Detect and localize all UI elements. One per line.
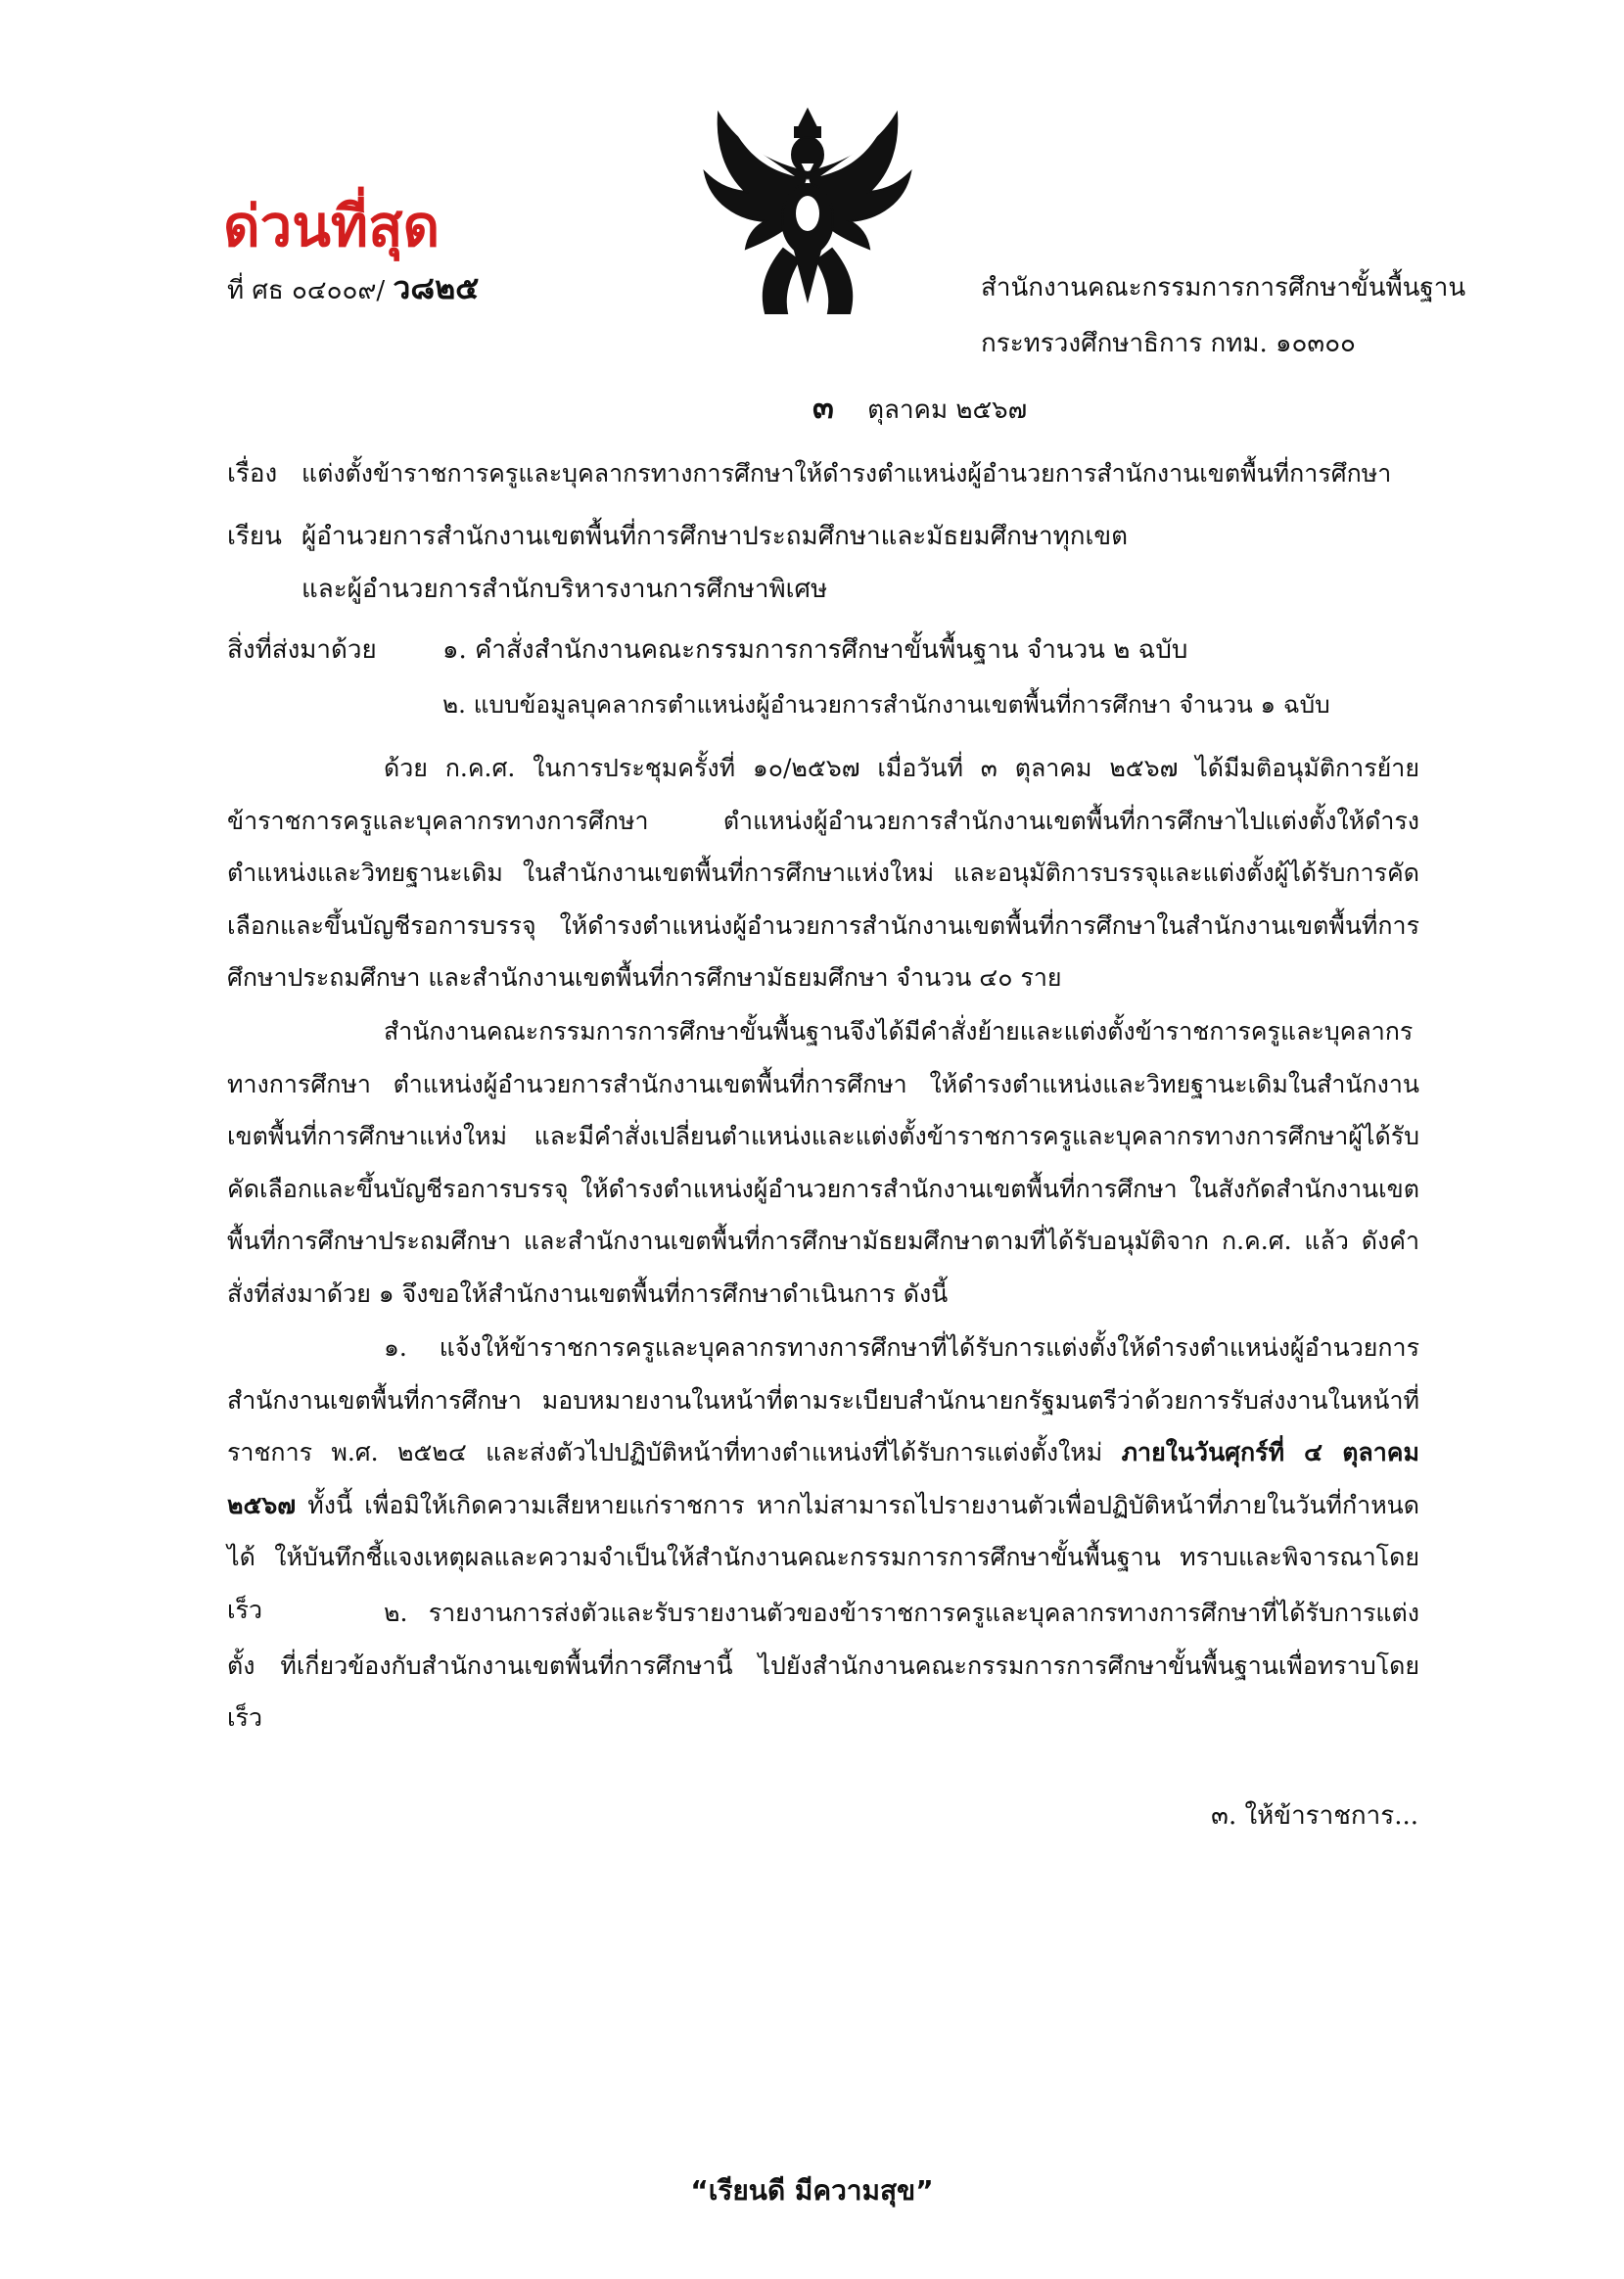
recipient-label: เรียน [227, 522, 282, 551]
recipient-line-1: ผู้อำนวยการสำนักงานเขตพื้นที่การศึกษาประถมศึกษาและมัธยมศึกษาทุกเขต [302, 522, 1129, 551]
body-paragraph-4: ๒. รายงานการส่งตัวและรับรายงานตัวของข้าราชการครูและบุคลากรทางการศึกษาที่ได้รับการแต่งตั้ง ที่เกี่ยวข้องกับสำนักงานเขตพื้นที่การศึกษานี้ ไปยังสำนักงานคณะกรรมการการศึกษาขั้นพื้นฐานเพื่อทราบโดยเร็ว [227, 1599, 1419, 1732]
body-paragraph-1: ด้วย ก.ค.ศ. ในการประชุมครั้งที่ ๑๐/๒๕๖๗ เมื่อวันที่ ๓ ตุลาคม ๒๕๖๗ ได้มีมติอนุมัติการย้ายข้าราชการครูและบุคลากรทางการศึกษา ตำแหน่งผู้อำนวยการสำนักงานเขตพื้นที่การศึกษาไปแต่งตั้งให้ดำรงตำแหน่งและวิทยฐานะเดิม ในสำนักงานเขตพื้นที่การศึกษาแห่งใหม่ และอนุมัติการบรรจุและแต่งตั้งผู้ได้รับการคัดเลือกและขึ้นบัญชีรอการบรรจุ ให้ดำรงตำแหน่งผู้อำนวยการสำนักงานเขตพื้นที่การศึกษาในสำนักงานเขตพื้นที่การศึกษาประถมศึกษา และสำนักงานเขตพื้นที่การศึกษามัธยมศึกษา จำนวน ๔๐ ราย [227, 754, 1419, 992]
date-month-year: ตุลาคม ๒๕๖๗ [867, 395, 1028, 425]
paragraph-3-text-b: ทั้งนี้ เพื่อมิให้เกิดความเสียหายแก่ราชการ หากไม่สามารถไปรายงานตัวเพื่อปฏิบัติหน้าที่ภายในวันที่กำหนดได้ ให้บันทึกชี้แจงเหตุผลและความจำเป็นให้สำนักงานคณะกรรมการการศึกษาขั้นพื้นฐาน ทราบและพิจารณาโดยเร็ว [227, 1490, 1419, 1624]
subject-label: เรื่อง [227, 459, 278, 488]
garuda-emblem-icon [697, 104, 918, 323]
urgency-stamp: ด่วนที่สุด [223, 193, 441, 259]
enclosure-item-2: ๒. แบบข้อมูลบุคลากรตำแหน่งผู้อำนวยการสำนักงานเขตพื้นที่การศึกษา จำนวน ๑ ฉบับ [442, 690, 1330, 719]
ministry-address: กระทรวงศึกษาธิการ กทม. ๑๐๓๐๐ [981, 329, 1356, 358]
reference-number [227, 270, 479, 308]
reference-handwritten-number: ว๘๒๕ [393, 269, 480, 306]
continued-marker: ๓. ให้ข้าราชการ... [1211, 1801, 1418, 1831]
date-day: ๓ [812, 389, 834, 426]
closing-slogan: “เรียนดี มีความสุข” [690, 2174, 934, 2207]
letter-date [812, 390, 1027, 428]
report-deadline: ภายในวันศุกร์ที่ ๔ ตุลาคม ๒๕๖๗ [227, 1438, 1419, 1519]
issuing-office: สำนักงานคณะกรรมการการศึกษาขั้นพื้นฐาน [981, 273, 1466, 302]
paragraph-3-text-a: ๑. แจ้งให้ข้าราชการครูและบุคลากรทางการศึกษาที่ได้รับการแต่งตั้งให้ดำรงตำแหน่งผู้อำนวยการสำนักงานเขตพื้นที่การศึกษา มอบหมายงานในหน้าที่ตามระเบียบสำนักนายกรัฐมนตรีว่าด้วยการรับส่งงานในหน้าที่ราชการ พ.ศ. ๒๕๒๔ และส่งตัวไปปฏิบัติหน้าที่ทางตำแหน่งที่ได้รับการแต่งตั้งใหม่ [227, 1333, 1419, 1466]
body-paragraph-2: สำนักงานคณะกรรมการการศึกษาขั้นพื้นฐานจึงได้มีคำสั่งย้ายและแต่งตั้งข้าราชการครูและบุคลากรทางการศึกษา ตำแหน่งผู้อำนวยการสำนักงานเขตพื้นที่การศึกษา ให้ดำรงตำแหน่งและวิทยฐานะเดิมในสำนักงานเขตพื้นที่การศึกษาแห่งใหม่ และมีคำสั่งเปลี่ยนตำแหน่งและแต่งตั้งข้าราชการครูและบุคลากรทางการศึกษาผู้ได้รับคัดเลือกและขึ้นบัญชีรอการบรรจุ ให้ดำรงตำแหน่งผู้อำนวยการสำนักงานเขตพื้นที่การศึกษา ในสังกัดสำนักงานเขตพื้นที่การศึกษาประถมศึกษา และสำนักงานเขตพื้นที่การศึกษามัธยมศึกษาตามที่ได้รับอนุมัติจาก ก.ค.ศ. แล้ว ดังคำสั่งที่ส่งมาด้วย ๑ จึงขอให้สำนักงานเขตพื้นที่การศึกษาดำเนินการ ดังนี้ [227, 1017, 1419, 1308]
subject-text: แต่งตั้งข้าราชการครูและบุคลากรทางการศึกษาให้ดำรงตำแหน่งผู้อำนวยการสำนักงานเขตพื้นที่การศึกษา [302, 459, 1392, 488]
enclosures-label: สิ่งที่ส่งมาด้วย [227, 635, 377, 665]
recipient-line-2: และผู้อำนวยการสำนักบริหารงานการศึกษาพิเศษ [302, 575, 828, 604]
enclosure-item-1: ๑. คำสั่งสำนักงานคณะกรรมการการศึกษาขั้นพื้นฐาน จำนวน ๒ ฉบับ [442, 635, 1188, 665]
reference-prefix: ที่ ศธ ๐๔๐๐๙/ [227, 276, 386, 305]
